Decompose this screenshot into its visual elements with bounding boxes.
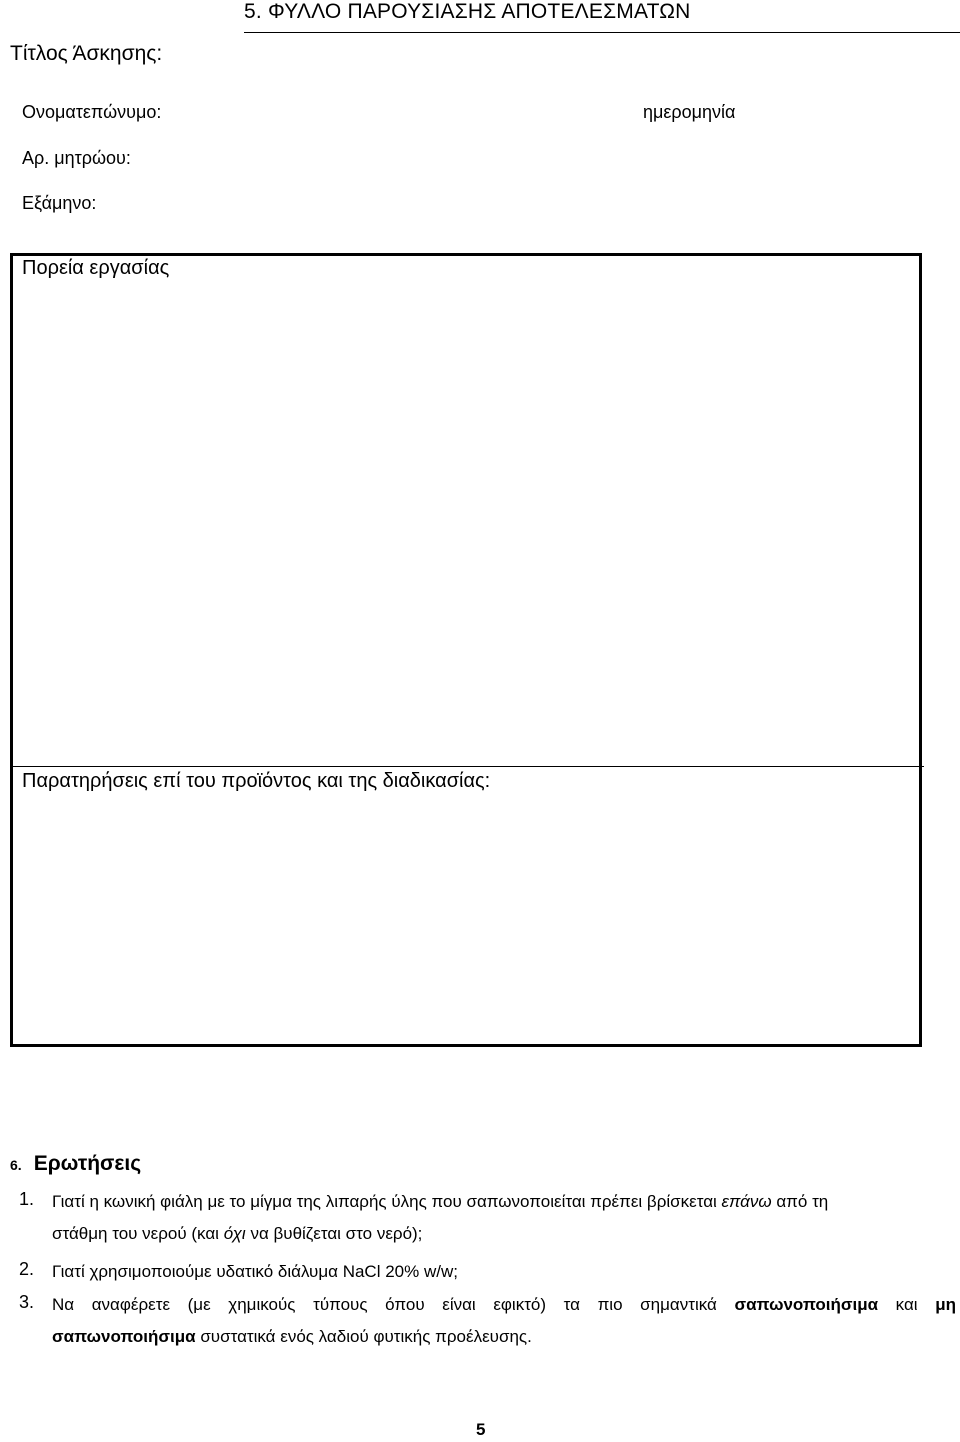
page-number: 5 (476, 1420, 486, 1439)
question-2-text: Γιατί χρησιμοποιούμε υδατικό διάλυμα NaCl 20% w/w; (52, 1262, 458, 1281)
report-box-divider (10, 766, 924, 767)
questions-heading-text: Ερωτήσεις (33, 1152, 142, 1175)
questions-heading-number: 6. (10, 1157, 22, 1173)
exercise-title-label: Τίτλος Άσκησης: (10, 42, 163, 65)
question-3-text-b: και (878, 1295, 936, 1314)
question-3-line-1 (52, 1295, 956, 1315)
question-2-number: 2. (19, 1259, 35, 1279)
question-1-text-c: στάθμη του νερού (και (52, 1224, 224, 1243)
semester-label: Εξάμηνο: (22, 193, 97, 213)
question-1-text-a: Γιατί η κωνική φιάλη με το μίγμα της λιπαρής ύλης που σαπωνοποιείται πρέπει βρίσκεται (52, 1192, 722, 1211)
question-3-number: 3. (19, 1292, 35, 1312)
question-1-text-d: να βυθίζεται στο νερό); (245, 1224, 423, 1243)
name-label: Ονοματεπώνυμο: (22, 102, 162, 122)
registration-number-label: Αρ. μητρώου: (22, 148, 131, 168)
question-3-bold-2: μη (935, 1295, 956, 1314)
question-3-text-c: συστατικά ενός λαδιού φυτικής προέλευσης. (195, 1327, 532, 1346)
section-title: 5. ΦΥΛΛΟ ΠΑΡΟΥΣΙΑΣΗΣ ΑΠΟΤΕΛΕΣΜΑΤΩΝ (244, 0, 691, 23)
question-1-line-2 (52, 1224, 422, 1244)
report-box[interactable] (10, 253, 922, 1047)
header-rule (244, 32, 960, 33)
question-1-emphasis-1: επάνω (721, 1192, 772, 1211)
question-1-number: 1. (19, 1189, 35, 1209)
questions-heading (10, 1152, 141, 1176)
date-label: ημερομηνία (643, 102, 736, 122)
question-3-bold-1: σαπωνοποιήσιμα (734, 1295, 879, 1314)
procedure-label: Πορεία εργασίας (22, 257, 170, 279)
question-3-text-a: Να αναφέρετε (με χημικούς τύπους όπου είναι εφικτό) τα πιο σημαντικά (52, 1295, 735, 1314)
question-1-emphasis-2: όχι (223, 1224, 246, 1243)
observations-label: Παρατηρήσεις επί του προϊόντος και της διαδικασίας: (22, 770, 491, 792)
question-3-line-2 (52, 1327, 532, 1347)
question-1-text-b: από τη (771, 1192, 829, 1211)
question-3-bold-3: σαπωνοποιήσιμα (52, 1327, 196, 1346)
question-1-line-1 (52, 1192, 828, 1212)
